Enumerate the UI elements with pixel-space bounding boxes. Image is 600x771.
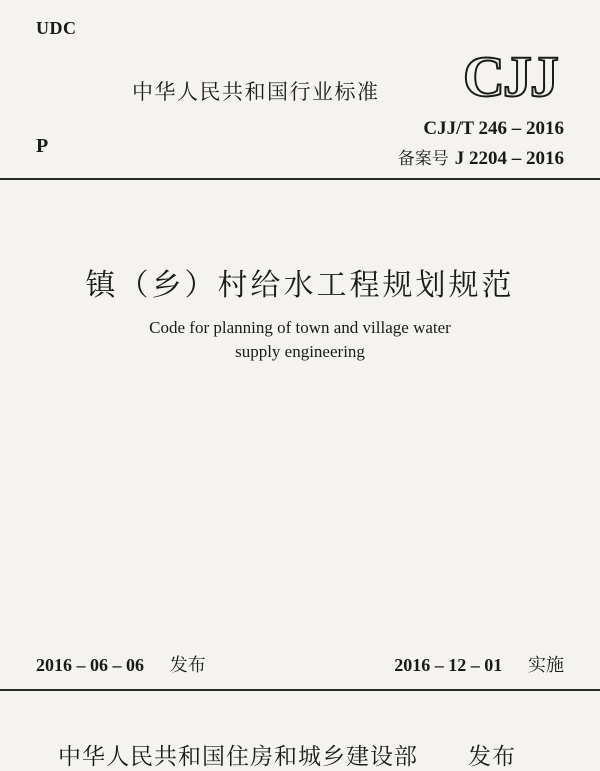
publish-date-row <box>36 651 206 677</box>
industry-standard-heading: 中华人民共和国行业标准 <box>132 80 380 104</box>
cjj-logo <box>456 46 564 106</box>
filing-number-line <box>398 144 564 170</box>
issuer-verb: 发布 <box>468 744 516 770</box>
standard-code: CJJ/T 246 – 2016 <box>423 118 564 139</box>
english-title-line-1: Code for planning of town and village water <box>149 318 451 337</box>
issuing-authority <box>58 738 516 771</box>
classification-letter: P <box>36 135 49 157</box>
filing-number: J 2204 – 2016 <box>454 148 564 169</box>
top-divider <box>0 178 600 180</box>
issuer-name: 中华人民共和国住房和城乡建设部 <box>58 744 418 770</box>
english-title-line-2: supply engineering <box>235 342 365 361</box>
udc-label: UDC <box>36 18 77 38</box>
implement-label: 实施 <box>528 655 564 676</box>
bottom-divider <box>0 689 600 691</box>
filing-label: 备案号 <box>397 149 449 169</box>
logo-text: CJJ <box>463 46 557 106</box>
publish-date: 2016 – 06 – 06 <box>36 655 144 675</box>
document-title-chinese: 镇（乡）村给水工程规划规范 <box>85 268 515 303</box>
implement-date: 2016 – 12 – 01 <box>394 655 503 675</box>
implement-date-row <box>394 651 564 677</box>
publish-label: 发布 <box>169 655 206 676</box>
document-title-english <box>0 316 600 364</box>
